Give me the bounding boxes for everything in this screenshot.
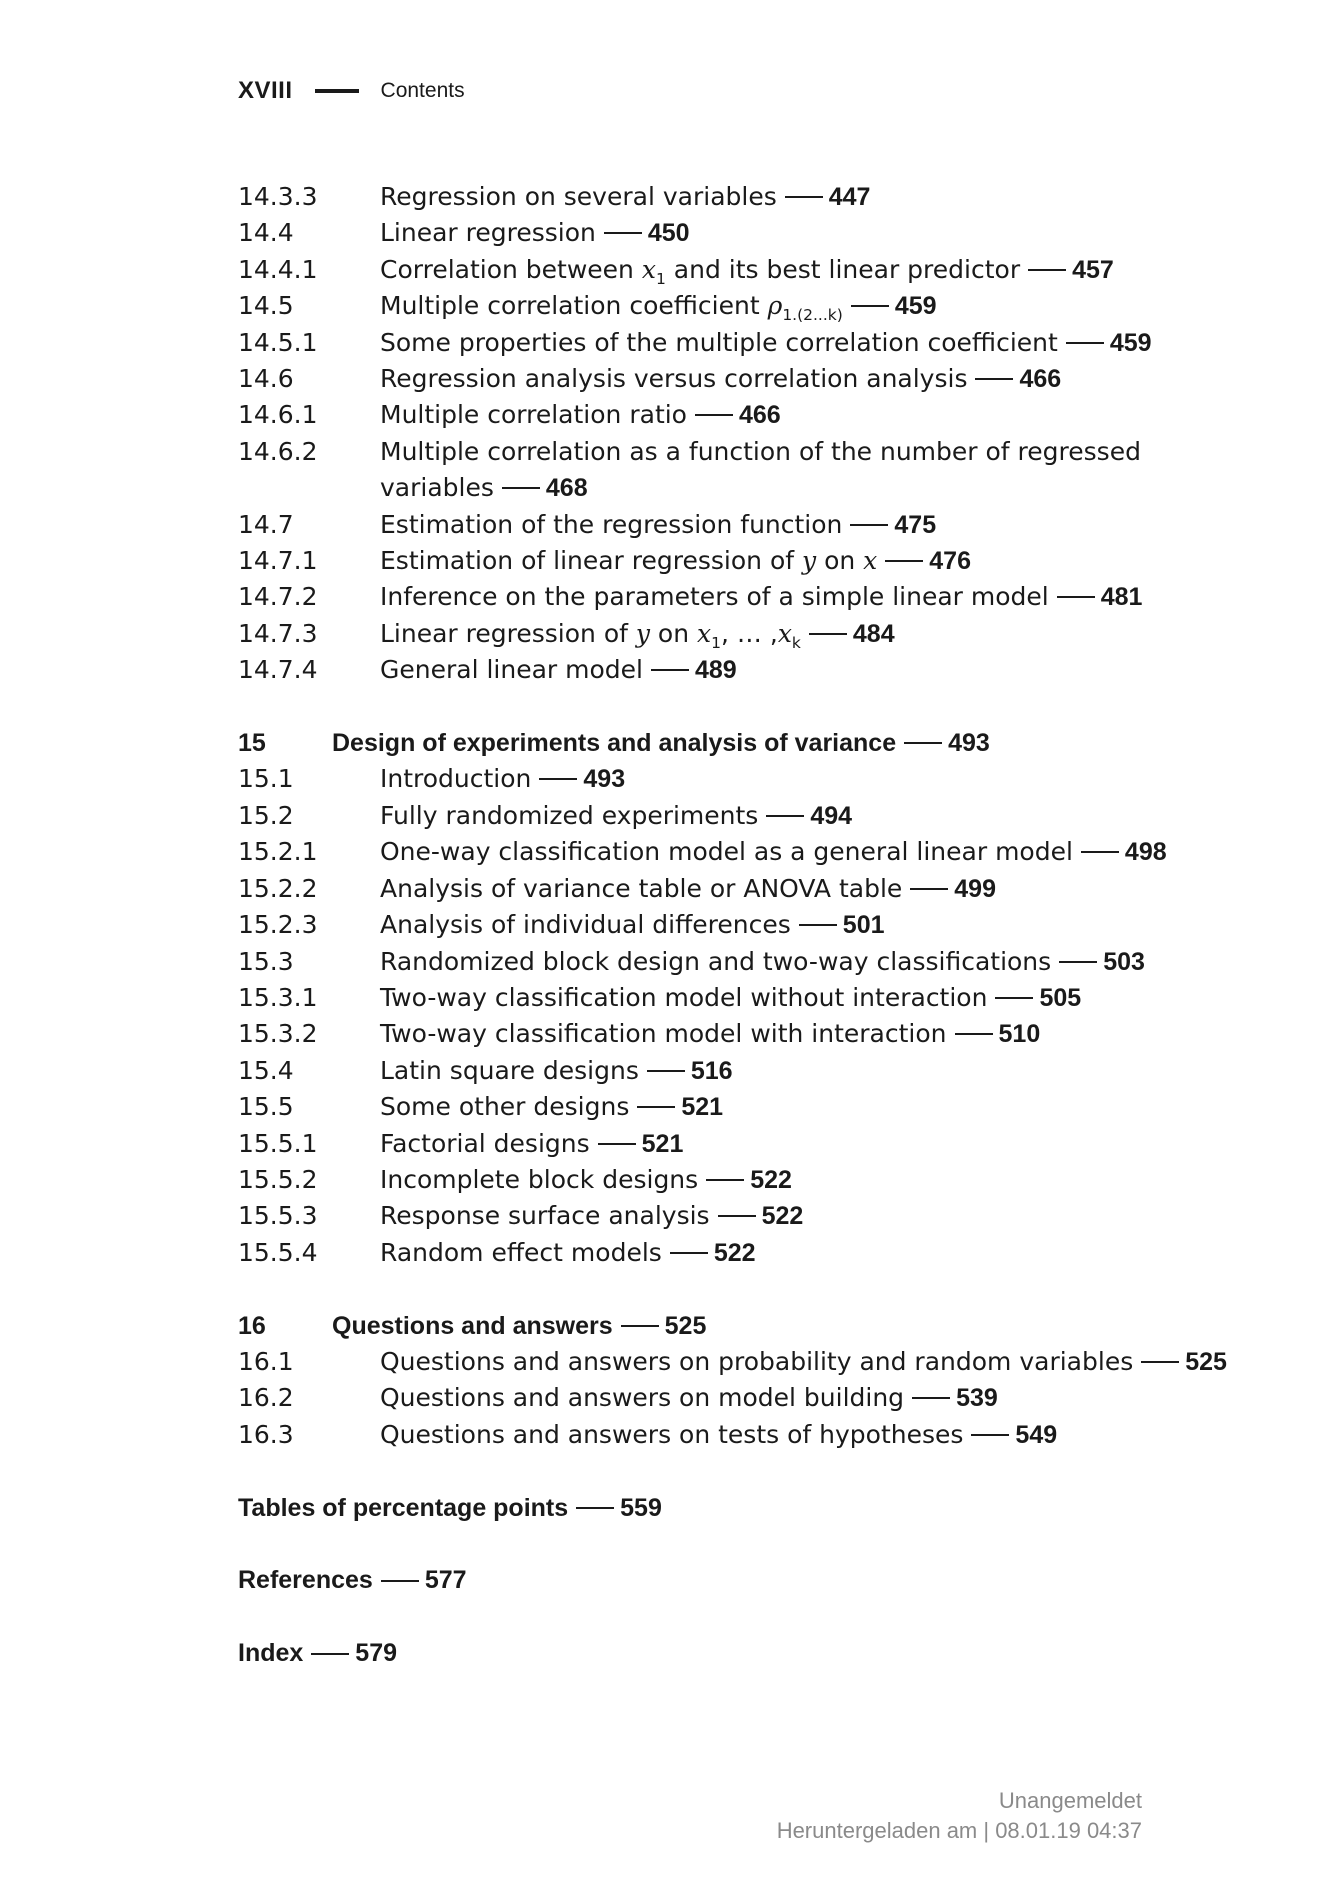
leader-rule (621, 1325, 659, 1327)
leader-rule (695, 414, 733, 416)
toc-entry[interactable] (238, 252, 1218, 288)
entry-title: Multiple correlation ratio (380, 400, 687, 430)
toc-entry[interactable] (238, 215, 1218, 251)
entry-title: Some other designs (380, 1092, 630, 1122)
entry-title: Incomplete block designs (380, 1164, 699, 1194)
page-number: 459 (894, 292, 937, 321)
leader-rule (975, 378, 1013, 380)
page-number: 577 (424, 1566, 467, 1595)
toc-entry[interactable] (238, 1089, 1218, 1125)
running-header (238, 76, 465, 106)
math-variable: x (641, 254, 656, 284)
leader-rule (670, 1252, 708, 1254)
math-subscript: 1 (711, 633, 722, 652)
section-gap (238, 1271, 1218, 1307)
page-number: 494 (810, 801, 853, 830)
toc-backmatter-entry[interactable] (238, 1635, 1218, 1671)
page-number: 484 (852, 619, 895, 648)
page-number: 466 (738, 401, 781, 430)
entry-title: Random effect models (380, 1237, 662, 1267)
toc-entry[interactable] (238, 834, 1218, 870)
header-rule (315, 89, 359, 93)
section-gap (238, 1599, 1218, 1635)
page-number: 525 (664, 1311, 707, 1340)
page-number: 525 (1185, 1347, 1227, 1376)
stamp-download-date: Heruntergeladen am | 08.01.19 04:37 (776, 1818, 1142, 1843)
entry-title: Correlation between (380, 254, 642, 284)
page-number: 475 (894, 510, 937, 539)
table-of-contents (238, 179, 1227, 1672)
page-number: 521 (681, 1093, 724, 1122)
toc-chapter-entry[interactable] (238, 725, 1218, 761)
entry-number: 14.7.4 (238, 655, 318, 685)
entry-number: 14.6 (238, 364, 294, 394)
entry-number: 14.7.3 (238, 618, 318, 648)
toc-backmatter-entry[interactable] (238, 1490, 1218, 1526)
leader-rule (718, 1215, 756, 1217)
page-number: 559 (620, 1493, 662, 1522)
entry-title: Latin square designs (380, 1055, 639, 1085)
entry-title: Inference on the parameters of a simple linear model (380, 582, 1049, 612)
page-number: 468 (545, 474, 588, 503)
math-variable: y (635, 618, 650, 648)
leader-rule (1141, 1361, 1179, 1363)
page-number: 489 (694, 656, 737, 685)
running-title: Contents (380, 79, 465, 102)
entry-title: Linear regression of (380, 618, 636, 648)
entry-number: 15.5.4 (238, 1237, 318, 1267)
page-number: 510 (998, 1020, 1041, 1049)
entry-title: Multiple correlation as a function of the number of regressed (380, 436, 1141, 466)
entry-title: Regression analysis versus correlation analysis (380, 364, 968, 394)
toc-entry[interactable] (238, 1417, 1218, 1453)
page-number: 457 (1072, 255, 1114, 284)
toc-backmatter-entry[interactable] (238, 1562, 1218, 1598)
chapter-number: 16 (238, 1311, 266, 1340)
leader-rule (809, 633, 847, 635)
math-variable: y (802, 546, 817, 576)
entry-title: Analysis of individual differences (380, 910, 791, 940)
entry-title: Regression on several variables (380, 182, 777, 211)
toc-entry[interactable] (238, 1344, 1227, 1380)
leader-rule (637, 1106, 675, 1108)
leader-rule (311, 1653, 349, 1655)
leader-rule (647, 1070, 685, 1072)
entry-title: Questions and answers on model building (380, 1383, 905, 1413)
leader-rule (706, 1179, 744, 1181)
toc-entry[interactable] (238, 798, 1218, 834)
leader-rule (910, 888, 948, 890)
section-gap (238, 1526, 1218, 1562)
toc-entry[interactable] (238, 325, 1218, 361)
toc-entry[interactable] (238, 397, 1218, 433)
math-subscript: 1.(2...k) (782, 306, 843, 325)
entry-title: General linear model (380, 655, 643, 685)
leader-rule (851, 305, 889, 307)
leader-rule (995, 997, 1033, 999)
download-stamp (777, 1786, 1142, 1846)
entry-number: 14.7.2 (238, 582, 318, 612)
page-number: 498 (1124, 838, 1167, 867)
entry-number: 15.2.2 (238, 873, 318, 903)
math-variable: x (777, 618, 792, 648)
leader-rule (1066, 342, 1104, 344)
leader-rule (576, 1507, 614, 1509)
toc-entry-continuation[interactable] (238, 470, 1218, 506)
chapter-title: Questions and answers (332, 1311, 613, 1340)
entry-number: 15.2.3 (238, 910, 318, 940)
toc-entry[interactable] (238, 1380, 1218, 1416)
toc-entry[interactable] (238, 579, 1218, 615)
entry-number: 15.5.3 (238, 1201, 318, 1231)
page-number: 481 (1100, 583, 1143, 612)
page-number: 476 (929, 547, 971, 576)
math-variable: x (697, 618, 712, 648)
leader-rule (766, 815, 804, 817)
leader-rule (651, 669, 689, 671)
entry-number: 14.3.3 (238, 182, 318, 211)
entry-title: Fully randomized experiments (380, 800, 759, 830)
entry-number: 15.3 (238, 946, 294, 976)
toc-entry[interactable] (238, 1198, 1218, 1234)
entry-number: 15.4 (238, 1055, 294, 1085)
toc-entry[interactable] (238, 1126, 1218, 1162)
leader-rule (502, 487, 540, 489)
leader-rule (1028, 269, 1066, 271)
leader-rule (1059, 961, 1097, 963)
entry-number: 15.3.2 (238, 1019, 318, 1049)
toc-entry[interactable] (238, 288, 1218, 324)
entry-number: 15.3.1 (238, 982, 318, 1012)
page-number: 493 (948, 729, 990, 758)
page-number: 503 (1103, 947, 1145, 976)
entry-number: 16.2 (238, 1383, 294, 1413)
leader-rule (604, 232, 642, 234)
section-gap (238, 1453, 1218, 1489)
entry-title-rest: on (649, 618, 698, 648)
chapter-number: 15 (238, 729, 266, 758)
entry-number: 14.7 (238, 509, 294, 539)
entry-number: 15.5 (238, 1092, 294, 1122)
toc-entry[interactable] (238, 507, 1218, 543)
entry-title: Analysis of variance table or ANOVA table (380, 873, 903, 903)
entry-title: Factorial designs (380, 1128, 590, 1158)
entry-number: 15.1 (238, 764, 294, 794)
leader-rule (381, 1580, 419, 1582)
entry-title: Randomized block design and two-way classifications (380, 946, 1052, 976)
toc-entry[interactable] (238, 616, 1218, 652)
entry-number: 15.5.1 (238, 1128, 318, 1158)
backmatter-title: Tables of percentage points (238, 1493, 569, 1522)
page-number: 579 (355, 1639, 398, 1668)
math-subscript: 1 (655, 269, 666, 288)
toc-entry[interactable] (238, 761, 1218, 797)
page-number: 501 (842, 911, 885, 940)
entry-number: 14.4.1 (238, 254, 318, 284)
math-subscript: k (791, 633, 801, 652)
entry-title: Linear regression (380, 218, 596, 248)
entry-title-rest: and its best linear predictor (665, 254, 1021, 284)
entry-title: Two-way classification model without interaction (380, 982, 988, 1012)
math-ellipsis: , … , (721, 618, 778, 648)
page-folio: XVIII (238, 77, 293, 104)
math-variable: ρ (767, 291, 783, 321)
page-number: 499 (954, 874, 996, 903)
entry-title: Some properties of the multiple correlation coefficient (380, 327, 1058, 357)
leader-rule (1057, 596, 1095, 598)
entry-title: variables (380, 473, 494, 503)
section-gap (238, 689, 1218, 725)
toc-entry[interactable] (238, 1016, 1218, 1052)
page-number: 521 (641, 1129, 684, 1158)
entry-number: 14.6.2 (238, 436, 318, 466)
toc-entry[interactable] (238, 652, 1218, 688)
leader-rule (850, 524, 888, 526)
leader-rule (971, 1434, 1009, 1436)
entry-title: Multiple correlation coefficient (380, 291, 768, 321)
page-number: 522 (750, 1165, 792, 1194)
stamp-status: Unangemeldet (998, 1788, 1142, 1813)
backmatter-title: References (238, 1566, 373, 1595)
page-number: 450 (647, 219, 690, 248)
entry-number: 14.5.1 (238, 327, 318, 357)
entry-number: 14.7.1 (238, 546, 318, 576)
entry-number: 14.5 (238, 291, 294, 321)
leader-rule (912, 1397, 950, 1399)
toc-entry[interactable] (238, 1162, 1218, 1198)
entry-title: Introduction (380, 764, 532, 794)
backmatter-title: Index (238, 1639, 304, 1668)
leader-rule (539, 778, 577, 780)
entry-number: 15.5.2 (238, 1164, 318, 1194)
page-number: 549 (1015, 1420, 1058, 1449)
entry-title: One-way classification model as a general linear model (380, 837, 1073, 867)
page-number: 522 (761, 1202, 804, 1231)
page-number: 539 (956, 1384, 998, 1413)
page-number: 505 (1039, 983, 1082, 1012)
toc-entry[interactable] (238, 944, 1218, 980)
entry-number: 14.6.1 (238, 400, 318, 430)
leader-rule (885, 560, 923, 562)
toc-entry[interactable] (238, 179, 1218, 215)
entry-title: Two-way classification model with interaction (380, 1019, 947, 1049)
leader-rule (799, 924, 837, 926)
entry-number: 15.2 (238, 800, 294, 830)
entry-title: Estimation of the regression function (380, 509, 843, 539)
entry-title: Response surface analysis (380, 1201, 710, 1231)
page-number: 466 (1019, 365, 1062, 394)
leader-rule (1081, 851, 1119, 853)
toc-chapter-entry[interactable] (238, 1308, 1218, 1344)
entry-number: 16.3 (238, 1419, 294, 1449)
page-number: 522 (713, 1238, 756, 1267)
toc-entry[interactable] (238, 980, 1218, 1016)
toc-entry[interactable] (238, 1053, 1218, 1089)
entry-number: 15.2.1 (238, 837, 318, 867)
entry-number: 16.1 (238, 1346, 294, 1376)
leader-rule (904, 742, 942, 744)
toc-entry[interactable] (238, 871, 1218, 907)
leader-rule (955, 1033, 993, 1035)
entry-title: Questions and answers on probability and random variables (380, 1346, 1134, 1376)
toc-entry[interactable] (238, 1235, 1218, 1271)
entry-title: Estimation of linear regression of (380, 546, 802, 576)
entry-number: 14.4 (238, 218, 294, 248)
math-variable: x (863, 546, 878, 576)
toc-entry[interactable] (238, 361, 1218, 397)
leader-rule (785, 196, 823, 198)
leader-rule (598, 1143, 636, 1145)
page-number: 447 (828, 183, 871, 211)
page-number: 493 (583, 765, 626, 794)
page-number: 459 (1109, 328, 1152, 357)
entry-title: Questions and answers on tests of hypotheses (380, 1419, 964, 1449)
chapter-title: Design of experiments and analysis of variance (332, 729, 897, 758)
page-number: 516 (690, 1056, 733, 1085)
entry-title-rest: on (816, 546, 864, 576)
toc-entry[interactable] (238, 543, 1218, 579)
toc-entry[interactable] (238, 907, 1218, 943)
toc-entry[interactable] (238, 434, 1218, 470)
